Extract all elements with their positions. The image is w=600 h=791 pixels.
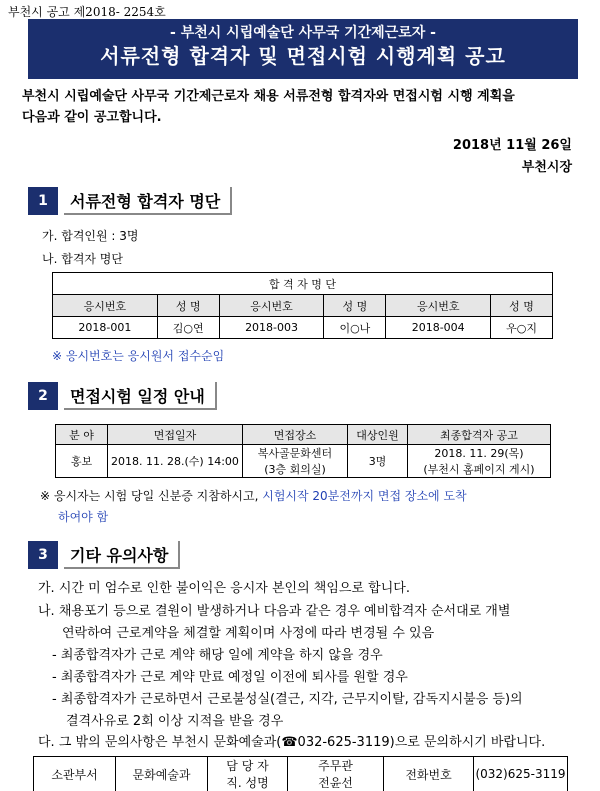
list-item: 연락하여 근로계약을 체결할 계획이며 사정에 따라 변경될 수 있음 [62, 626, 435, 641]
section-2-title: 면접시험 일정 안내 [64, 382, 217, 410]
title-banner [28, 19, 578, 79]
section-1-note: ※ 응시번호는 응시원서 접수순임 [52, 349, 225, 363]
section-1-header [28, 187, 232, 215]
intro-line-1: 부천시 시립예술단 사무국 기간제근로자 채용 서류전형 합격자와 면접시험 시행 계획을 [22, 89, 515, 104]
intro-line-2: 다음과 같이 공고합니다. [22, 110, 162, 125]
section-3-header [28, 541, 180, 569]
place-line-2: (3층 회의실) [264, 463, 326, 476]
table-header: 대상인원 [348, 425, 408, 445]
list-item: 나. 채용포기 등으로 결원이 발생하거나 다음과 같은 경우 예비합격자 순서대로 개별 [38, 604, 511, 619]
manager-label-line-2: 직. 성명 [226, 776, 269, 790]
interview-table [55, 424, 551, 478]
section-1-item-na: 나. 합격자 명단 [42, 252, 123, 266]
phone-label: 전화번호 [384, 757, 474, 791]
section-2-number: 2 [28, 382, 58, 410]
manager-value [288, 757, 384, 791]
table-header: 성 명 [324, 295, 386, 317]
list-item: 가. 시간 미 엄수로 인한 불이익은 응시자 본인의 책임으로 합니다. [38, 581, 410, 596]
table-header: 성 명 [491, 295, 553, 317]
table-header: 응시번호 [53, 295, 158, 317]
manager-value-line-1: 주무관 [318, 759, 353, 773]
section-1-item-ga: 가. 합격인원 : 3명 [42, 229, 139, 243]
announce-cell [408, 445, 551, 478]
field-cell: 홍보 [56, 445, 108, 478]
manager-label-line-1: 담 당 자 [226, 759, 269, 773]
page-title: 서류전형 합격자 및 면접시험 시행계획 공고 [100, 44, 506, 68]
interview-place-cell [243, 445, 348, 478]
table-row [53, 317, 553, 339]
table-header: 응시번호 [219, 295, 324, 317]
table-cell: 2018-004 [386, 317, 491, 339]
passer-table-caption: 합 격 자 명 단 [53, 273, 553, 295]
table-header: 분 야 [56, 425, 108, 445]
section-2-note [40, 488, 467, 505]
section-3-title: 기타 유의사항 [64, 541, 180, 569]
manager-value-line-2: 전윤선 [318, 776, 353, 790]
intro-paragraph [22, 86, 582, 128]
table-cell: 2018-003 [219, 317, 324, 339]
table-header: 면접일자 [108, 425, 243, 445]
manager-label [208, 757, 288, 791]
section-2-note-blue: 시험시작 20분전까지 면접 장소에 도착 [262, 489, 467, 503]
list-item: - 최종합격자가 근로 계약 만료 예정일 이전에 퇴사를 원할 경우 [52, 670, 408, 685]
section-1-number: 1 [28, 187, 58, 215]
section-2-header [28, 382, 217, 410]
count-cell: 3명 [348, 445, 408, 478]
table-cell: 이○나 [324, 317, 386, 339]
dept-value: 문화예술과 [116, 757, 208, 791]
announce-line-1: 2018. 11. 29(목) [434, 447, 524, 460]
section-2-note-line-2: 하여야 함 [58, 510, 109, 524]
list-item: - 최종합격자가 근로하면서 근로불성실(결근, 지각, 근무지이탈, 감독지시불응 등)의 [52, 692, 523, 707]
dept-label: 소관부서 [34, 757, 116, 791]
table-header: 면접장소 [243, 425, 348, 445]
announce-line-2: (부천시 홈페이지 게시) [423, 463, 535, 476]
section-2-note-black: ※ 응시자는 시험 당일 신분증 지참하시고, [40, 489, 263, 503]
place-line-1: 복사골문화센터 [257, 447, 333, 460]
list-item: - 최종합격자가 근로 계약 해당 일에 계약을 하지 않을 경우 [52, 648, 383, 663]
table-row [56, 445, 551, 478]
notice-date: 2018년 11월 26일 [452, 138, 572, 153]
list-item: 다. 그 밖의 문의사항은 부천시 문화예술과(☎032-625-3119)으로 문의하시기 바랍니다. [38, 735, 546, 750]
passer-table [52, 272, 553, 339]
section-3-number: 3 [28, 541, 58, 569]
table-row [34, 757, 568, 791]
section-1-title: 서류전형 합격자 명단 [64, 187, 232, 215]
table-header: 성 명 [157, 295, 219, 317]
phone-value: (032)625-3119 [474, 757, 568, 791]
interview-date-cell: 2018. 11. 28.(수) 14:00 [108, 445, 243, 478]
notice-number: 부천시 공고 제2018- 2254호 [8, 5, 166, 19]
contact-table [33, 756, 568, 791]
table-header: 최종합격자 공고 [408, 425, 551, 445]
title-subtitle: - 부천시 시립예술단 사무국 기간제근로자 - [170, 25, 436, 41]
table-header: 응시번호 [386, 295, 491, 317]
list-item: 결격사유로 2회 이상 지적을 받을 경우 [66, 714, 284, 729]
signer: 부천시장 [521, 160, 572, 175]
table-cell: 2018-001 [53, 317, 158, 339]
table-cell: 김○연 [157, 317, 219, 339]
table-cell: 우○지 [491, 317, 553, 339]
